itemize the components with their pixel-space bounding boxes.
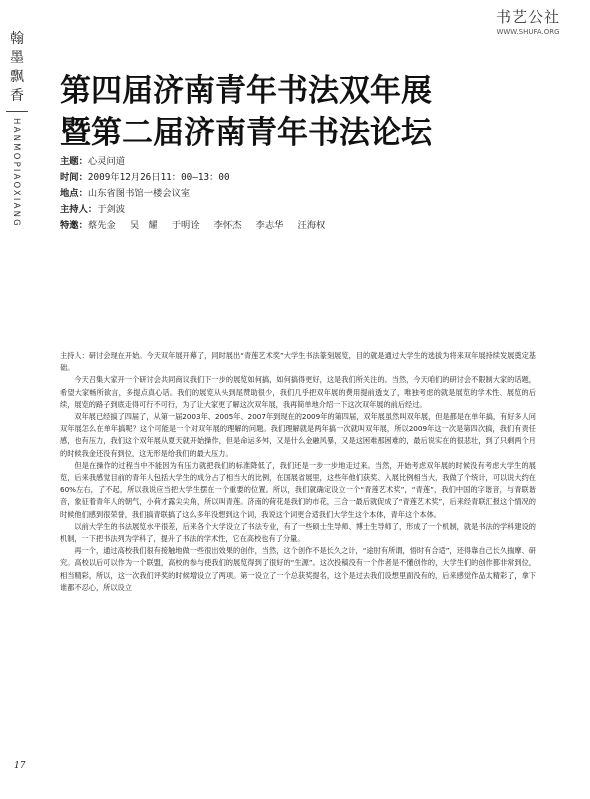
time-row bbox=[60, 170, 540, 186]
body-paragraph: 今天召集大家开一个研讨会共同商议我们下一步的展览如何搞，如何搞得更好，这是我们所关注的。当然，今天咱们的研讨会不限制大家的话题，希望大家畅所欲言，多提点真心话。我们的展览从头到尾赞助很少，我们几乎把双年展的费用提前透支了，唯独考虑的就是展览的学术性、展览的后续，展览的路子到底走得可行不可行，为了让大家更了解这次双年展，我再简单地介绍一下这次双年展的前后经过。 bbox=[60, 375, 536, 409]
theme-label: 主题： bbox=[60, 156, 88, 167]
column-title-vertical bbox=[6, 30, 28, 228]
theme-value: 心灵问道 bbox=[87, 156, 126, 167]
guests-row bbox=[60, 218, 540, 234]
article-title bbox=[60, 70, 540, 154]
theme-row bbox=[60, 154, 540, 170]
site-logo bbox=[480, 6, 576, 36]
guest-name: 于明诠 bbox=[171, 220, 200, 231]
logo-url: WWW.SHUFA.ORG bbox=[496, 28, 560, 36]
column-title-pinyin: HANMOPIAOXIANG bbox=[11, 118, 21, 228]
guest-name: 蔡先金 bbox=[87, 220, 116, 231]
column-title-char: 翰 bbox=[10, 31, 24, 47]
event-info bbox=[60, 154, 540, 234]
column-divider bbox=[6, 111, 28, 112]
host-value: 于剑波 bbox=[97, 204, 126, 215]
place-row bbox=[60, 186, 540, 202]
logo-text: 书艺公社 bbox=[495, 8, 560, 26]
guest-name: 吴 耀 bbox=[129, 220, 158, 231]
time-value: 2009年12月26日11：00—13：00 bbox=[87, 172, 230, 183]
page-number: 17 bbox=[14, 761, 26, 771]
host-label: 主持人： bbox=[60, 204, 98, 215]
title-line-1: 第四届济南青年书法双年展 bbox=[60, 73, 432, 109]
host-row bbox=[60, 202, 540, 218]
guest-name: 汪海权 bbox=[297, 220, 326, 231]
guests-label: 特邀： bbox=[60, 220, 88, 231]
place-value: 山东省图书馆一楼会议室 bbox=[87, 188, 191, 199]
body-paragraph: 主持人：研讨会现在开始。今天双年展开幕了，同时展出“青莲艺术奖”大学生书法篆刻展览，目的就是通过大学生的选拔为将来双年展持续发展奠定基础。 bbox=[60, 351, 536, 373]
body-paragraph: 双年展已经搞了四届了，从第一届2003年、2005年、2007年到现在的2009年的第四届，双年展虽然叫双年展，但是都是在单年搞，有好多人问双年展怎么在单年搞呢？这个可能是一个对双年展的理解的问题。我们理解就是两年搞一次就叫双年展，所以2009年这一次是第四次搞，我们有责任感，也有压力，我们这个双年展从夏天就开始操作，但是命运多舛，又是什么金融风暴，又是这困难那困难的，最后说实在的很悲壮，到了只剩两个月的时候我金还没有到位，这无形是给我们的最大压力。 bbox=[60, 412, 536, 458]
guest-name: 李怀杰 bbox=[213, 220, 242, 231]
column-title-char: 飘 bbox=[10, 69, 24, 85]
body-paragraph: 但是在操作的过程当中不能因为有压力就把我们的标准降低了，我们还是一步一步地走过来。当然，开始考虑双年展的时候没有考虑大学生的展览，后来我感觉目前的青年人包括大学生的成分占了相当大的比例，在国展省展里，这些年他们获奖、入展比例相当大，我做了个统计，可以说大约在60%左右，了不起，所以我说应当把大学生摆在一个重要的位置。所以，我们就确定设立一个“青莲艺术奖”，“青莲”，我们中国的字谐音，与青联谐音，象征着青年人的朝气，小荷才露尖尖角，所以叫青莲。济南的荷花是我们的市花，三合一最后就促成了“青莲艺术奖”，后来经青联汇报这个情况的时候他们感到很荣誉，我们搞青联搞了这么多年没想到这个词，我说这个词更合适我们大学生这个本体，青年这个本体。 bbox=[60, 460, 536, 519]
article-body bbox=[60, 350, 536, 594]
body-paragraph: 再一个，通过高校我们很有接触地做一些很出效果的创作，当然，这个创作不是长久之计，“途肘有所谓，悟时有合适”，还得靠自己长久揣摩、研究。高校以后可以作为一个联盟，高校的参与使我们的展览得到了很好的“生源”。这次投稿没有一个作者是不懂创作的，大学生们的创作都非常到位，相当精彩，所以，这一次我们评奖的时候增设立了两项。第一设立了一个总获奖提名，这个是过去我们设想里面没有的，后来感觉作品太精彩了，拿下谁都不忍心，所以设立 bbox=[60, 546, 536, 592]
time-label: 时间： bbox=[60, 172, 88, 183]
body-paragraph: 以前大学生的书法展览水平很差，后来各个大学设立了书法专业，有了一些硕士生导师、博士生导师了，形成了一个机制，就是书法的学科建设的机制，一下把书法列为学科了，提升了书法的学术性，它在高校也有了分量。 bbox=[60, 521, 536, 544]
column-title-char: 香 bbox=[10, 88, 24, 104]
guest-name: 李志华 bbox=[255, 220, 284, 231]
title-line-2: 暨第二届济南青年书法论坛 bbox=[60, 115, 432, 151]
column-title-char: 墨 bbox=[10, 50, 24, 66]
place-label: 地点： bbox=[60, 188, 88, 199]
